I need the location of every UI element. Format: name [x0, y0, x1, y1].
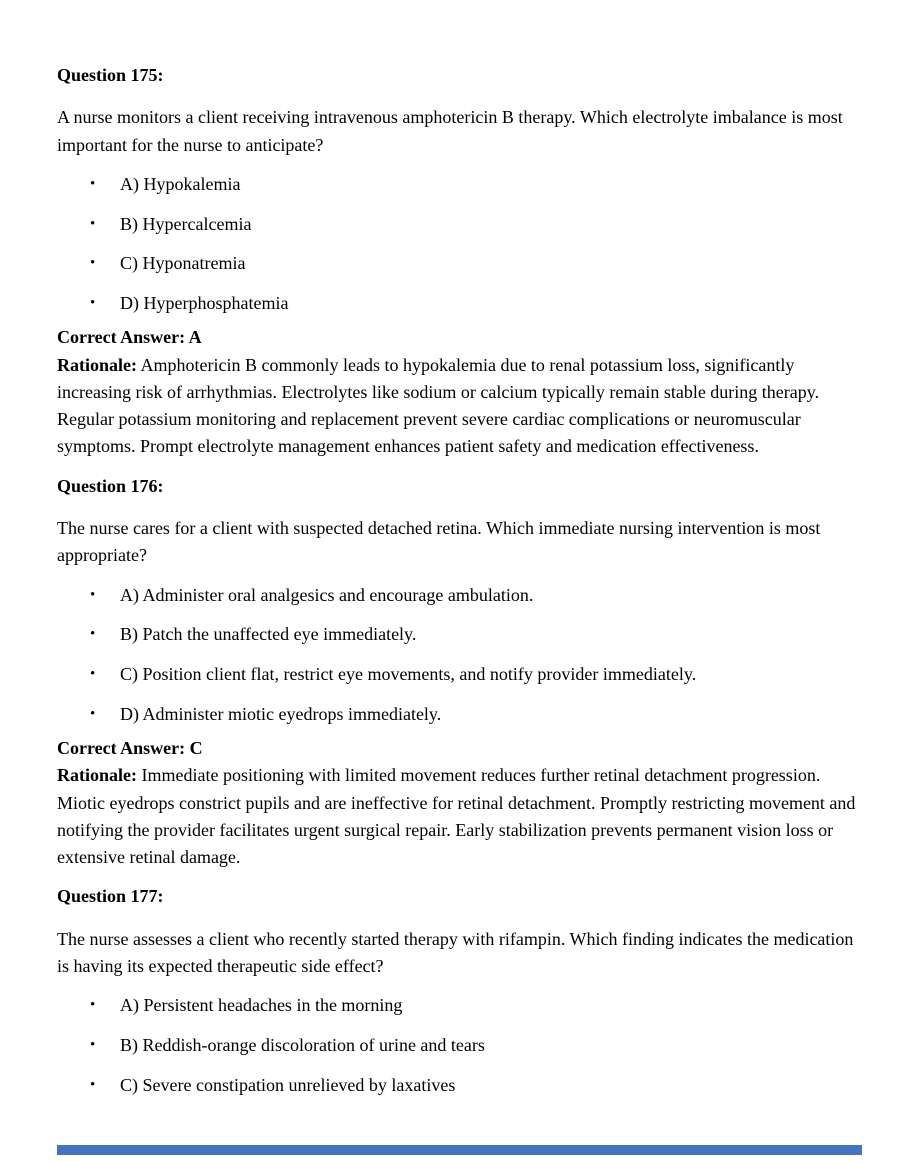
bullet-icon: •: [90, 997, 96, 1014]
option-item: [57, 290, 860, 317]
bullet-icon: •: [90, 255, 96, 272]
option-item: [57, 250, 860, 277]
option-item: [57, 211, 860, 238]
question-stem: The nurse cares for a client with suspected detached retina. Which immediate nursing intervention is most appropriate?: [57, 518, 821, 566]
option-item: [57, 621, 860, 648]
bullet-icon: •: [90, 666, 96, 682]
option-item: [57, 1032, 860, 1059]
rationale-text: Immediate positioning with limited movement reduces further retinal detachment progression. Miotic eyedrops constrict pupils and are ineffective for retinal detachment. Promptly restricting movement and notifying the provider facilitates urgent surgical repair. Early stabilization prevents permanent vision loss or extensive retinal damage.: [57, 765, 856, 868]
options-list: [57, 171, 860, 317]
options-list: [57, 992, 860, 1099]
bullet-icon: •: [90, 586, 96, 603]
question-stem: The nurse assesses a client who recently started therapy with rifampin. Which finding indicates the medication is having its expected therapeutic side effect?: [57, 928, 854, 977]
option-text: A) Persistent headaches in the morning: [120, 995, 403, 1016]
option-text: B) Reddish-orange discoloration of urine and tears: [120, 1035, 485, 1056]
bullet-icon: •: [90, 1037, 96, 1054]
option-item: [57, 582, 860, 609]
bullet-icon: •: [90, 294, 96, 311]
option-item: [57, 1072, 860, 1099]
correct-answer-label: Correct Answer: C: [57, 737, 203, 758]
options-list: [57, 582, 860, 728]
option-text: B) Hypercalcemia: [120, 213, 252, 234]
question-title: Question 177:: [57, 886, 164, 907]
question-stem: A nurse monitors a client receiving intravenous amphotericin B therapy. Which electrolyte imbalance is most important for the nurse to anticipate?: [57, 107, 843, 155]
option-text: D) Administer miotic eyedrops immediately.: [120, 703, 442, 724]
option-item: [57, 701, 860, 728]
option-item: [57, 171, 860, 198]
question-title: Question 175:: [57, 65, 164, 85]
option-text: B) Patch the unaffected eye immediately.: [120, 624, 417, 645]
rationale-label: Rationale:: [57, 765, 137, 786]
option-item: [57, 992, 860, 1019]
bullet-icon: •: [90, 705, 96, 722]
bullet-icon: •: [90, 626, 96, 643]
bottom-accent-bar: [57, 1145, 862, 1155]
option-item: [57, 661, 860, 688]
bullet-icon: •: [90, 175, 96, 192]
option-text: C) Hyponatremia: [120, 253, 246, 274]
option-text: A) Hypokalemia: [120, 173, 241, 194]
option-text: C) Severe constipation unrelieved by laxatives: [120, 1074, 456, 1095]
option-text: C) Position client flat, restrict eye movements, and notify provider immediately.: [120, 664, 697, 684]
option-text: D) Hyperphosphatemia: [120, 292, 289, 313]
rationale-text: Amphotericin B commonly leads to hypokalemia due to renal potassium loss, significantly increasing risk of arrhythmias. Electrolytes like sodium or calcium typically remain stable during therapy. Regular potassium monitoring and replacement prevent severe cardiac complications or neuromuscular symptoms. Prompt electrolyte management enhances patient safety and medication effectiveness.: [57, 354, 820, 457]
rationale-label: Rationale:: [57, 354, 137, 375]
answer-block: [57, 735, 860, 871]
question-block-177: [57, 883, 860, 1099]
question-title: Question 176:: [57, 475, 164, 496]
question-block-175: [57, 62, 860, 461]
correct-answer-label: Correct Answer: A: [57, 327, 202, 348]
answer-block: [57, 324, 860, 460]
bullet-icon: •: [90, 1076, 96, 1093]
question-block-176: [57, 473, 860, 872]
option-text: A) Administer oral analgesics and encourage ambulation.: [120, 584, 534, 605]
bullet-icon: •: [90, 215, 96, 232]
